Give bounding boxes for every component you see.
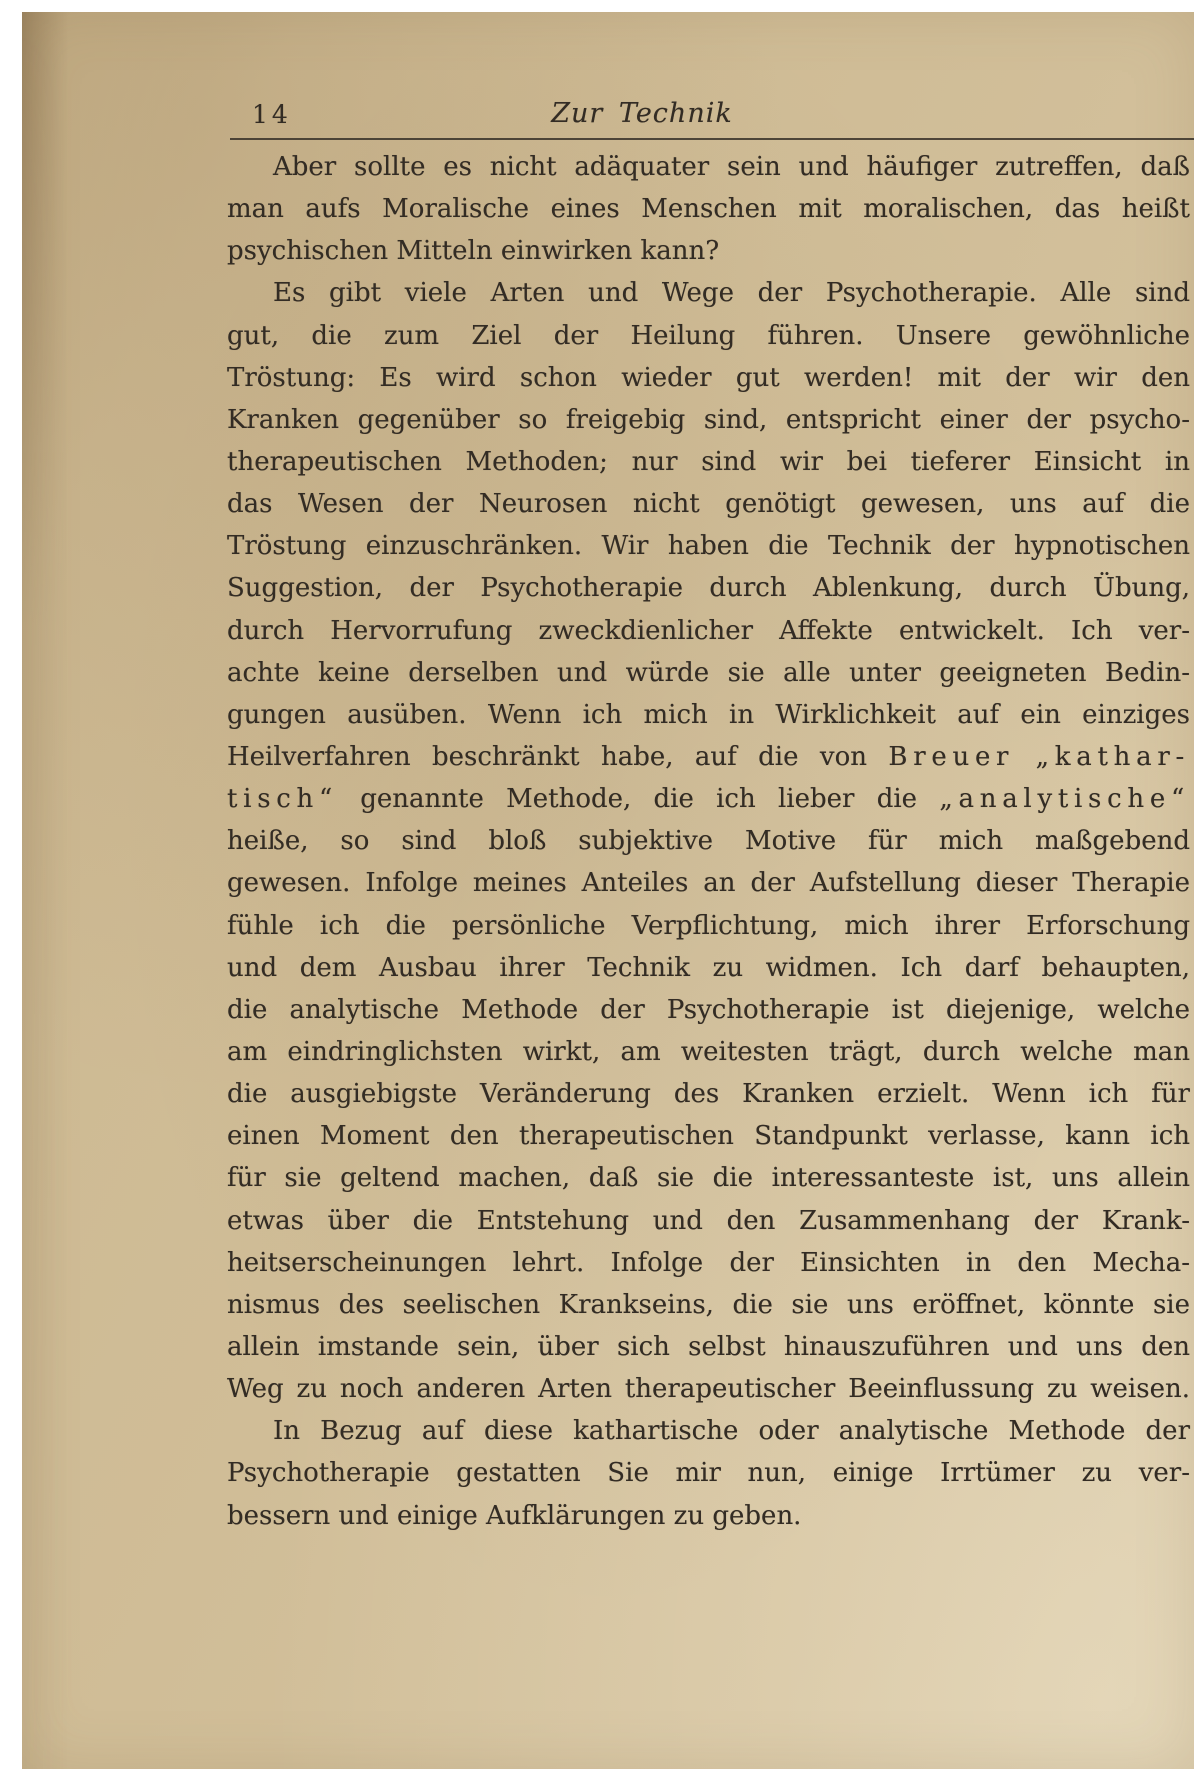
- text-line: Suggestion, der Psychotherapie durch Ablenkung, durch Übung,: [227, 573, 1190, 604]
- page-number: 14: [252, 100, 292, 129]
- text-line: nismus des seelischen Krankseins, die sie uns eröffnet, könnte sie: [227, 1289, 1190, 1320]
- text-line: einen Moment den therapeutischen Standpunkt verlasse, kann ich: [227, 1121, 1190, 1152]
- text-line: therapeutischen Methoden; nur sind wir bei tieferer Einsicht in: [227, 446, 1190, 477]
- text-line: die analytische Methode der Psychotherapie ist diejenige, welche: [227, 994, 1190, 1025]
- running-head: Zur Technik: [551, 98, 733, 129]
- text-line: Weg zu noch anderen Arten therapeutischer Beeinflussung zu weisen.: [227, 1374, 1190, 1405]
- text-line: Kranken gegenüber so freigebig sind, entspricht einer der psycho-: [227, 404, 1190, 435]
- text-line: etwas über die Entstehung und den Zusammenhang der Krank-: [227, 1205, 1190, 1236]
- letter-spaced-term: tisch“: [227, 784, 339, 815]
- text-line: bessern und einige Aufklärungen zu geben.: [227, 1500, 802, 1531]
- text-line: Tröstung einzuschränken. Wir haben die Technik der hypnotischen: [227, 531, 1190, 562]
- book-page: [22, 12, 1194, 1769]
- text-line: gungen ausüben. Wenn ich mich in Wirklichkeit auf ein einziges: [227, 699, 1190, 730]
- header-rule: [230, 138, 1194, 140]
- text-line: gut, die zum Ziel der Heilung führen. Unsere gewöhnliche: [227, 320, 1190, 351]
- page-body: [227, 146, 1190, 1537]
- text-line: allein imstande sein, über sich selbst hinauszuführen und uns den: [227, 1331, 1190, 1362]
- text-line: und dem Ausbau ihrer Technik zu widmen. Ich darf behaupten,: [227, 952, 1190, 983]
- text-line: heiße, so sind bloß subjektive Motive für mich maßgebend: [227, 826, 1190, 857]
- text-line: Es gibt viele Arten und Wege der Psychotherapie. Alle sind: [273, 278, 1190, 309]
- text-line: In Bezug auf diese kathartische oder analytische Methode der: [273, 1416, 1190, 1447]
- text-line: psychischen Mitteln einwirken kann?: [227, 236, 720, 267]
- text-line: Tröstung: Es wird schon wieder gut werden! mit der wir den: [227, 362, 1190, 393]
- text-line: achte keine derselben und würde sie alle unter geeigneten Bedin-: [227, 657, 1190, 688]
- text-line: Aber sollte es nicht adäquater sein und häufiger zutreffen, daß: [273, 152, 1190, 182]
- text-line: durch Hervorrufung zweckdienlicher Affekte entwickelt. Ich ver-: [227, 615, 1190, 646]
- text-line: man aufs Moralische eines Menschen mit moralischen, das heißt: [227, 194, 1190, 225]
- letter-spaced-term: Breuer: [888, 741, 1015, 772]
- text-line: Psychotherapie gestatten Sie mir nun, einige Irrtümer zu ver-: [227, 1458, 1190, 1489]
- text-line: gewesen. Infolge meines Anteiles an der Aufstellung dieser Therapie: [227, 868, 1190, 899]
- text-line: das Wesen der Neurosen nicht genötigt gewesen, uns auf die: [227, 489, 1190, 520]
- text-line: für sie geltend machen, daß sie die interessanteste ist, uns allein: [227, 1163, 1190, 1194]
- text-line: heitserscheinungen lehrt. Infolge der Einsichten in den Mecha-: [227, 1247, 1190, 1278]
- letter-spaced-term: „analytische“: [939, 784, 1190, 815]
- text-line: Heilverfahren beschränkt habe, auf die von Breuer „kathar-: [227, 741, 1191, 772]
- text-line: fühle ich die persönliche Verpflichtung, mich ihrer Erforschung: [227, 910, 1190, 941]
- letter-spaced-term: „kathar-: [1035, 741, 1191, 772]
- text-line: tisch“ genannte Methode, die ich lieber die „analytische“: [227, 784, 1190, 815]
- text-line: die ausgiebigste Veränderung des Kranken erzielt. Wenn ich für: [227, 1079, 1190, 1110]
- text-line: am eindringlichsten wirkt, am weitesten trägt, durch welche man: [227, 1036, 1190, 1067]
